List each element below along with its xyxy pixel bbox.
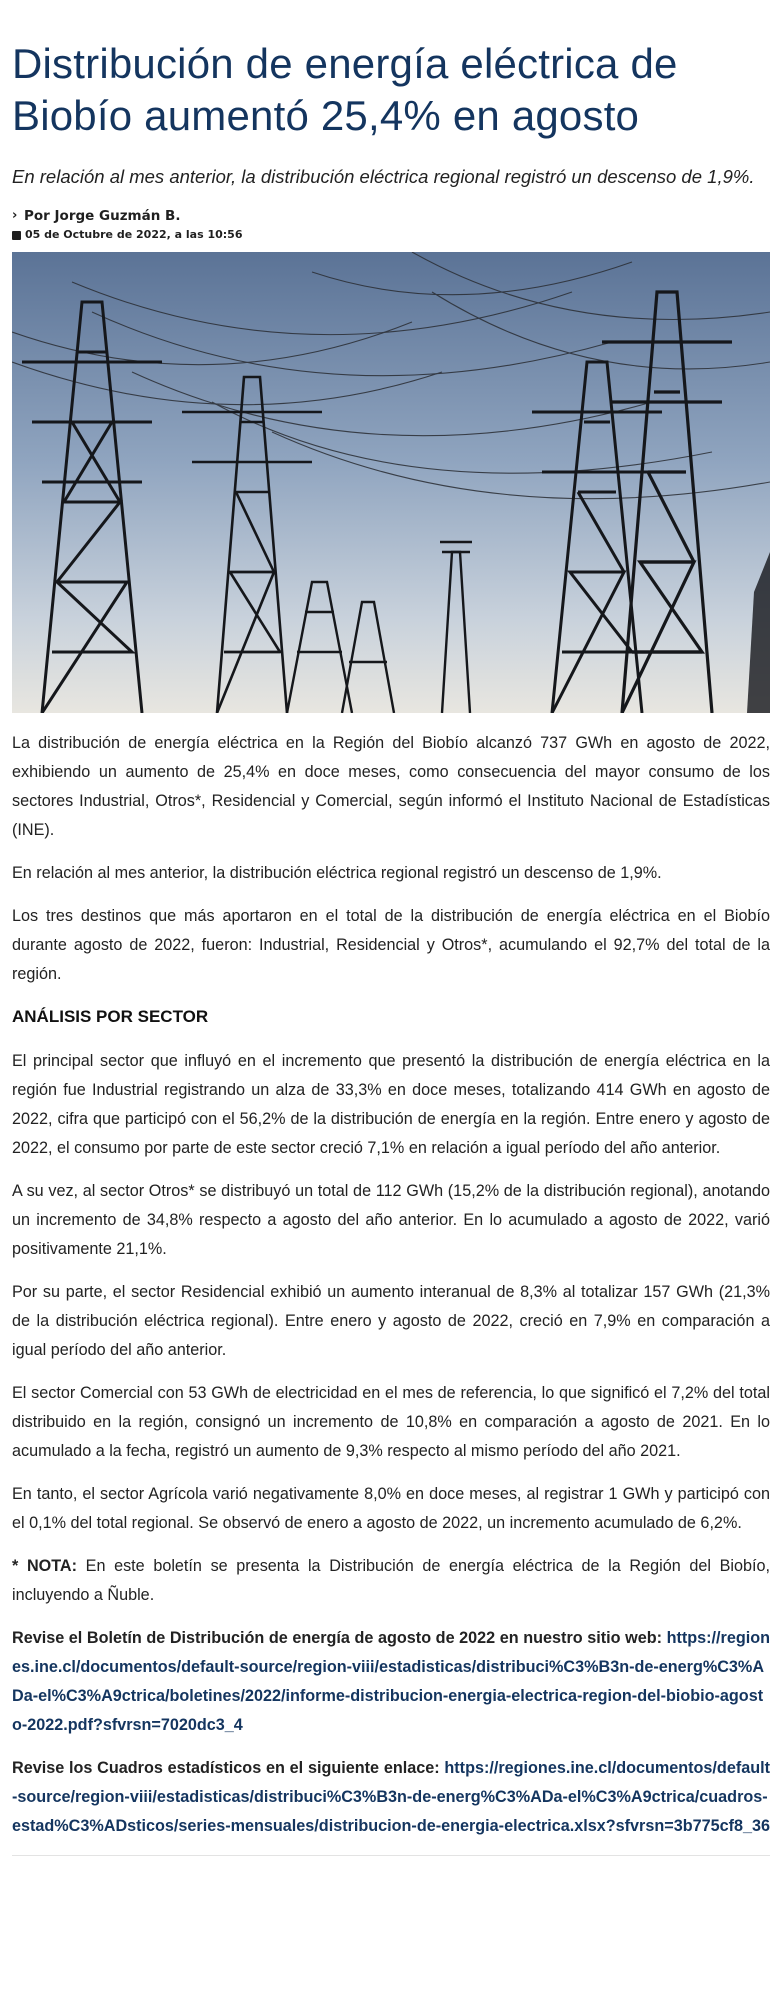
bulletin-link[interactable]: https://regiones.ine.cl/documentos/default-source/region-viii/estadisticas/distribuci%C3%B3n-de-energ%C3%ADa-el%C3%A9ctrica/boletines/2022/informe-distribucion-energia-electrica-region-del-biobio-agosto-2022.pdf?sfvrsn=7020dc3_4 <box>12 1629 770 1734</box>
author-line <box>12 206 770 226</box>
paragraph: Los tres destinos que más aportaron en el total de la distribución de energía eléctrica en el Biobío durante agosto de 2022, fueron: Industrial, Residencial y Otros*, acumulando el 92,7% del total de la región. <box>12 907 770 983</box>
paragraph: En relación al mes anterior, la distribución eléctrica regional registró un descenso de 1,9%. <box>12 864 662 882</box>
bulletin-paragraph <box>12 1624 770 1740</box>
paragraph: En tanto, el sector Agrícola varió negativamente 8,0% en doce meses, al registrar 1 GWh y participó con el 0,1% del total regional. Se observó de enero a agosto de 2022, un incremento acumulado de 6,2%. <box>12 1485 770 1532</box>
article-body <box>12 729 770 1856</box>
section-heading: ANÁLISIS POR SECTOR <box>12 1007 209 1026</box>
calendar-icon <box>12 231 21 240</box>
date-line <box>12 226 770 244</box>
article-subtitle: En relación al mes anterior, la distribución eléctrica regional registró un descenso de 1,9%. <box>12 166 755 187</box>
power-towers-illustration <box>12 252 770 713</box>
tables-paragraph <box>12 1754 770 1841</box>
tables-text: Revise los Cuadros estadísticos en el siguiente enlace: <box>12 1759 445 1777</box>
paragraph: Por su parte, el sector Residencial exhibió un aumento interanual de 8,3% al totalizar 157 GWh (21,3% de la distribución eléctrica regional). Entre enero y agosto de 2022, creció en 7,9% en comparación a igual período del año anterior. <box>12 1283 770 1359</box>
paragraph: La distribución de energía eléctrica en la Región del Biobío alcanzó 737 GWh en agosto de 2022, exhibiendo un aumento de 25,4% en doce meses, como consecuencia del mayor consumo de los sectores Industrial, Otros*, Residencial y Comercial, según informó el Instituto Nacional de Estadísticas (INE). <box>12 734 770 839</box>
paragraph: El sector Comercial con 53 GWh de electricidad en el mes de referencia, lo que significó el 7,2% del total distribuido en la región, consignó un incremento de 10,8% en comparación a agosto de 2021. En lo acumulado a la fecha, registró un aumento de 9,3% respecto al mismo período del año 2021. <box>12 1384 770 1460</box>
hero-image <box>12 252 770 713</box>
paragraph: El principal sector que influyó en el incremento que presentó la distribución de energía eléctrica en la región fue Industrial registrando un alza de 33,3% en doce meses, totalizando 414 GWh en agosto de 2022, cifra que participó con el 56,2% de la distribución de energía en la región. Entre enero y agosto de 2022, el consumo por parte de este sector creció 7,1% en relación a igual período del año anterior. <box>12 1052 770 1157</box>
bulletin-text: Revise el Boletín de Distribución de energía de agosto de 2022 en nuestro sitio web: <box>12 1629 667 1647</box>
chevron-right-icon: › <box>12 208 18 223</box>
tables-link[interactable]: https://regiones.ine.cl/documentos/default-source/region-viii/estadisticas/distribuci%C3%B3n-de-energ%C3%ADa-el%C3%A9ctrica/cuadros-estad%C3%ADsticos/series-mensuales/distribucion-de-energia-electrica.xlsx?sfvrsn=3b775cf8_36 <box>12 1759 771 1835</box>
note-text: En este boletín se presenta la Distribución de energía eléctrica de la Región del Biobío, incluyendo a Ñuble. <box>12 1557 770 1604</box>
note-label: * NOTA: <box>12 1557 77 1575</box>
author-name[interactable]: Por Jorge Guzmán B. <box>24 208 181 224</box>
publish-date: 05 de Octubre de 2022, a las 10:56 <box>25 228 243 241</box>
note-paragraph <box>12 1552 770 1610</box>
article-title: Distribución de energía eléctrica de Biobío aumentó 25,4% en agosto <box>12 40 678 139</box>
paragraph: A su vez, al sector Otros* se distribuyó un total de 112 GWh (15,2% de la distribución regional), anotando un incremento de 34,8% respecto a agosto del año anterior. En lo acumulado a agosto de 2022, varió positivamente 21,1%. <box>12 1182 770 1258</box>
divider <box>12 1855 770 1856</box>
